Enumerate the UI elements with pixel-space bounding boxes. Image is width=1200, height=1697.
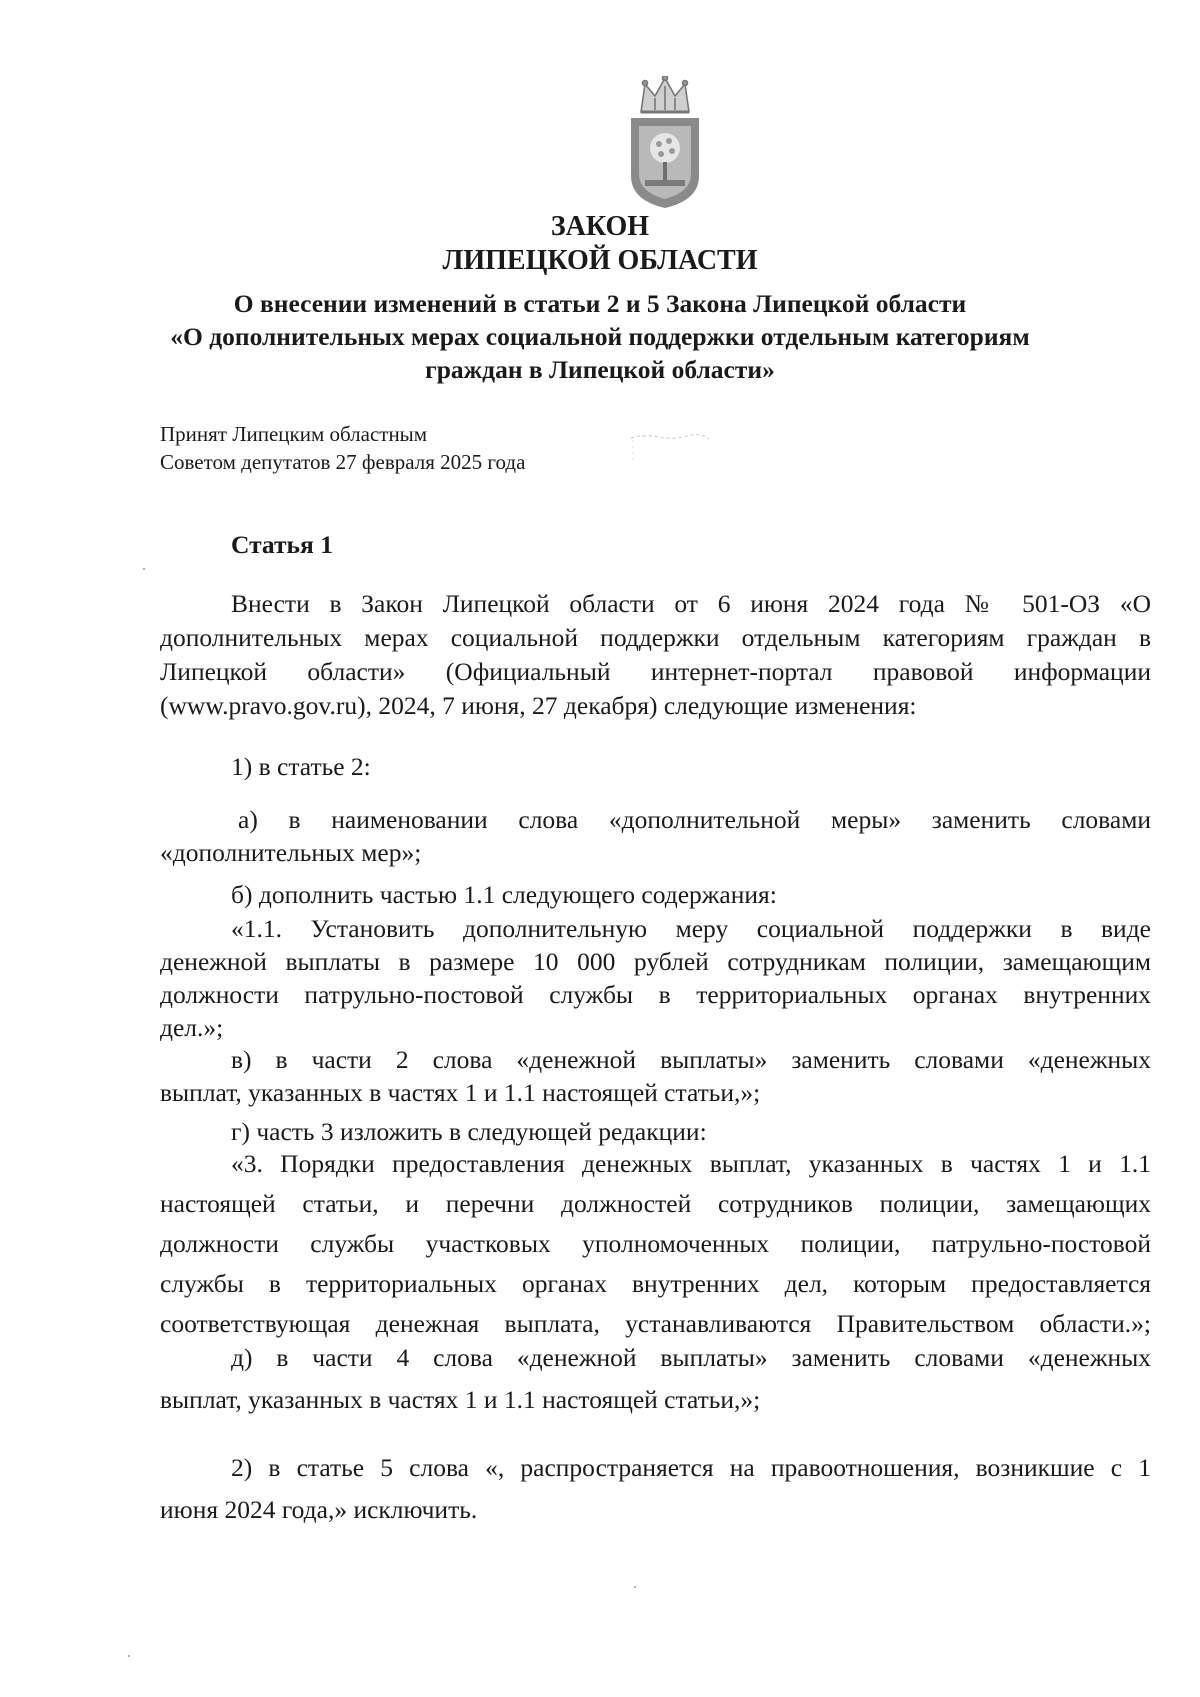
adoption-line: Принят Липецким областным <box>160 422 428 446</box>
text-line: июня 2024 года,» исключить. <box>160 1495 478 1524</box>
item-b <box>160 878 1151 911</box>
adoption-line: Советом депутатов 27 февраля 2025 года <box>160 450 526 474</box>
text-line: дел.»; <box>160 1013 224 1042</box>
registration-mark-icon <box>625 428 715 468</box>
text-line: Внести в Закон Липецкой области от 6 июня 2024 года № 501-ОЗ «О <box>231 589 1151 618</box>
text-line: Липецкой области» (Официальный интернет-портал правовой информации <box>160 657 1151 686</box>
text-line: соответствующая денежная выплата, устанавливаются Правительством области.»; <box>160 1309 1151 1338</box>
text-line: в) в части 2 слова «денежной выплаты» заменить словами «денежных <box>231 1045 1151 1074</box>
text-line: «1.1. Установить дополнительную меру социальной поддержки в виде <box>231 914 1151 943</box>
text-line: должности патрульно-постовой службы в территориальных органах внутренних <box>160 980 1151 1009</box>
law-subject <box>0 287 1200 386</box>
item-d <box>160 1337 1151 1421</box>
text-line: а) в наименовании слова «дополнительной меры» заменить словами <box>238 805 1151 834</box>
text-line: выплат, указанных в частях 1 и 1.1 настоящей статьи,»; <box>160 1385 761 1414</box>
text-line: б) дополнить частью 1.1 следующего содержания: <box>231 880 777 909</box>
subject-line: граждан в Липецкой области» <box>425 355 775 384</box>
subject-line: О внесении изменений в статьи 2 и 5 Закона Липецкой области <box>233 289 967 318</box>
text-line: должности службы участковых уполномоченных полиции, патрульно-постовой <box>160 1229 1151 1258</box>
text-line: 1) в статье 2: <box>231 752 371 781</box>
subject-line: «О дополнительных мерах социальной поддержки отдельным категориям <box>170 322 1030 351</box>
scan-speck <box>128 1655 130 1657</box>
text-line: денежной выплаты в размере 10 000 рублей сотрудникам полиции, замещающим <box>160 947 1151 976</box>
scan-speck <box>634 1586 636 1588</box>
text-line: г) часть 3 изложить в следующей редакции: <box>231 1117 707 1146</box>
text-line: (www.pravo.gov.ru), 2024, 7 июня, 27 декабря) следующие изменения: <box>160 691 917 720</box>
text-line: выплат, указанных в частях 1 и 1.1 настоящей статьи,»; <box>160 1078 761 1107</box>
item-a <box>160 803 1151 869</box>
adoption-note <box>160 420 525 476</box>
text-line: «3. Порядки предоставления денежных выплат, указанных в частях 1 и 1.1 <box>231 1149 1151 1178</box>
item-v <box>160 1043 1151 1109</box>
quote-part-3 <box>160 1144 1151 1344</box>
law-title: ЗАКОН <box>550 211 650 242</box>
text-line: 2) в статье 5 слова «, распространяется на правоотношения, возникшие с 1 <box>231 1453 1151 1482</box>
article-heading: Статья 1 <box>231 530 333 559</box>
text-line: настоящей статьи, и перечни должностей сотрудников полиции, замещающих <box>160 1189 1151 1218</box>
text-line: службы в территориальных органах внутренних дел, которым предоставляется <box>160 1269 1151 1298</box>
text-line: дополнительных мерах социальной поддержки отдельным категориям граждан в <box>160 623 1151 652</box>
quote-part-1-1 <box>160 912 1151 1044</box>
text-line: «дополнительных мер»; <box>160 838 422 867</box>
coat-of-arms-icon <box>619 76 711 210</box>
intro-paragraph <box>160 587 1151 723</box>
item-1 <box>160 750 1151 784</box>
scan-speck <box>143 568 145 570</box>
item-2 <box>160 1447 1151 1531</box>
text-line: д) в части 4 слова «денежной выплаты» заменить словами «денежных <box>231 1343 1151 1372</box>
law-region: ЛИПЕЦКОЙ ОБЛАСТИ <box>442 245 758 276</box>
